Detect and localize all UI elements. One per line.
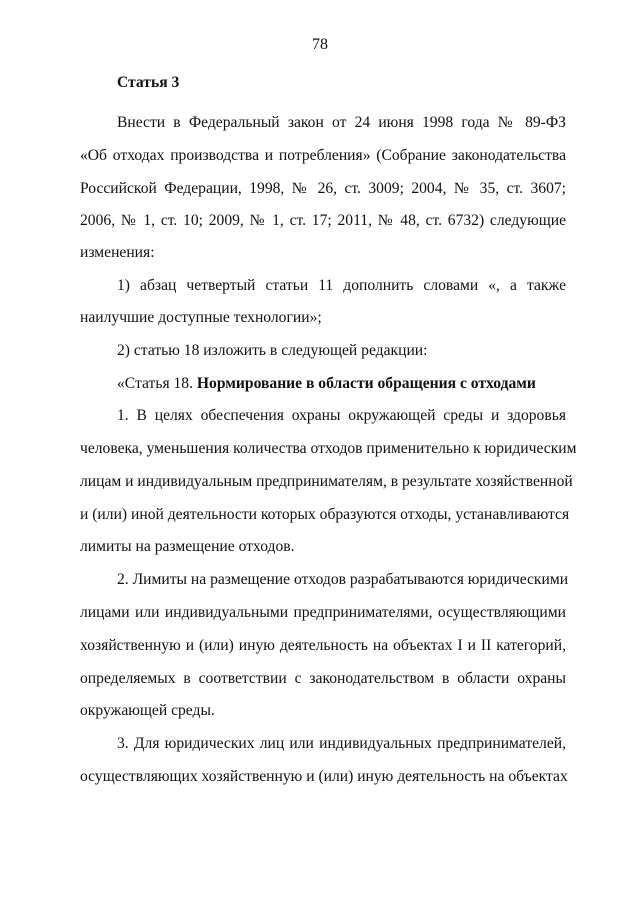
paragraph-line: определяемых в соответствии с законодательством в области охраны: [80, 670, 566, 687]
paragraph-line: хозяйственную и (или) иную деятельность на объектах I и II категорий,: [80, 637, 566, 654]
paragraph-line: 2) статью 18 изложить в следующей редакции:: [117, 342, 428, 359]
paragraph-line: наилучшие доступные технологии»;: [80, 309, 322, 326]
paragraph-line: лицами или индивидуальными предпринимателями, осуществляющими: [80, 604, 566, 621]
article-heading: Статья 3: [117, 74, 180, 91]
paragraph-line: Внести в Федеральный закон от 24 июня 1998 года № 89-ФЗ: [117, 114, 566, 131]
paragraph-line: 3. Для юридических лиц или индивидуальных предпринимателей,: [117, 735, 566, 752]
paragraph-line: 1. В целях обеспечения охраны окружающей среды и здоровья: [117, 407, 566, 424]
paragraph-line: Российской Федерации, 1998, № 26, ст. 3009; 2004, № 35, ст. 3607;: [80, 180, 566, 197]
paragraph-line: изменения:: [80, 244, 155, 261]
paragraph-line: 1) абзац четвертый статьи 11 дополнить словами «, а также: [117, 277, 566, 294]
paragraph-line: окружающей среды.: [80, 702, 215, 719]
paragraph-line: лицам и индивидуальным предпринимателям, в результате хозяйственной: [80, 473, 573, 490]
paragraph-line: осуществляющих хозяйственную и (или) иную деятельность на объектах: [80, 768, 568, 785]
paragraph-line: 2. Лимиты на размещение отходов разрабатываются юридическими: [117, 571, 569, 588]
paragraph-line: лимиты на размещение отходов.: [80, 538, 295, 555]
paragraph-line: «Об отходах производства и потребления» (Собрание законодательства: [80, 147, 566, 164]
section-title-line: [117, 374, 566, 394]
section-prefix: «Статья 18.: [117, 375, 194, 392]
section-title: Нормирование в области обращения с отходами: [196, 375, 536, 392]
page-number: 78: [312, 36, 328, 53]
paragraph-line: человека, уменьшения количества отходов применительно к юридическим: [80, 440, 577, 457]
paragraph-line: 2006, № 1, ст. 10; 2009, № 1, ст. 17; 2011, № 48, ст. 6732) следующие: [80, 212, 566, 229]
paragraph-line: и (или) иной деятельности которых образуются отходы, устанавливаются: [80, 506, 570, 523]
